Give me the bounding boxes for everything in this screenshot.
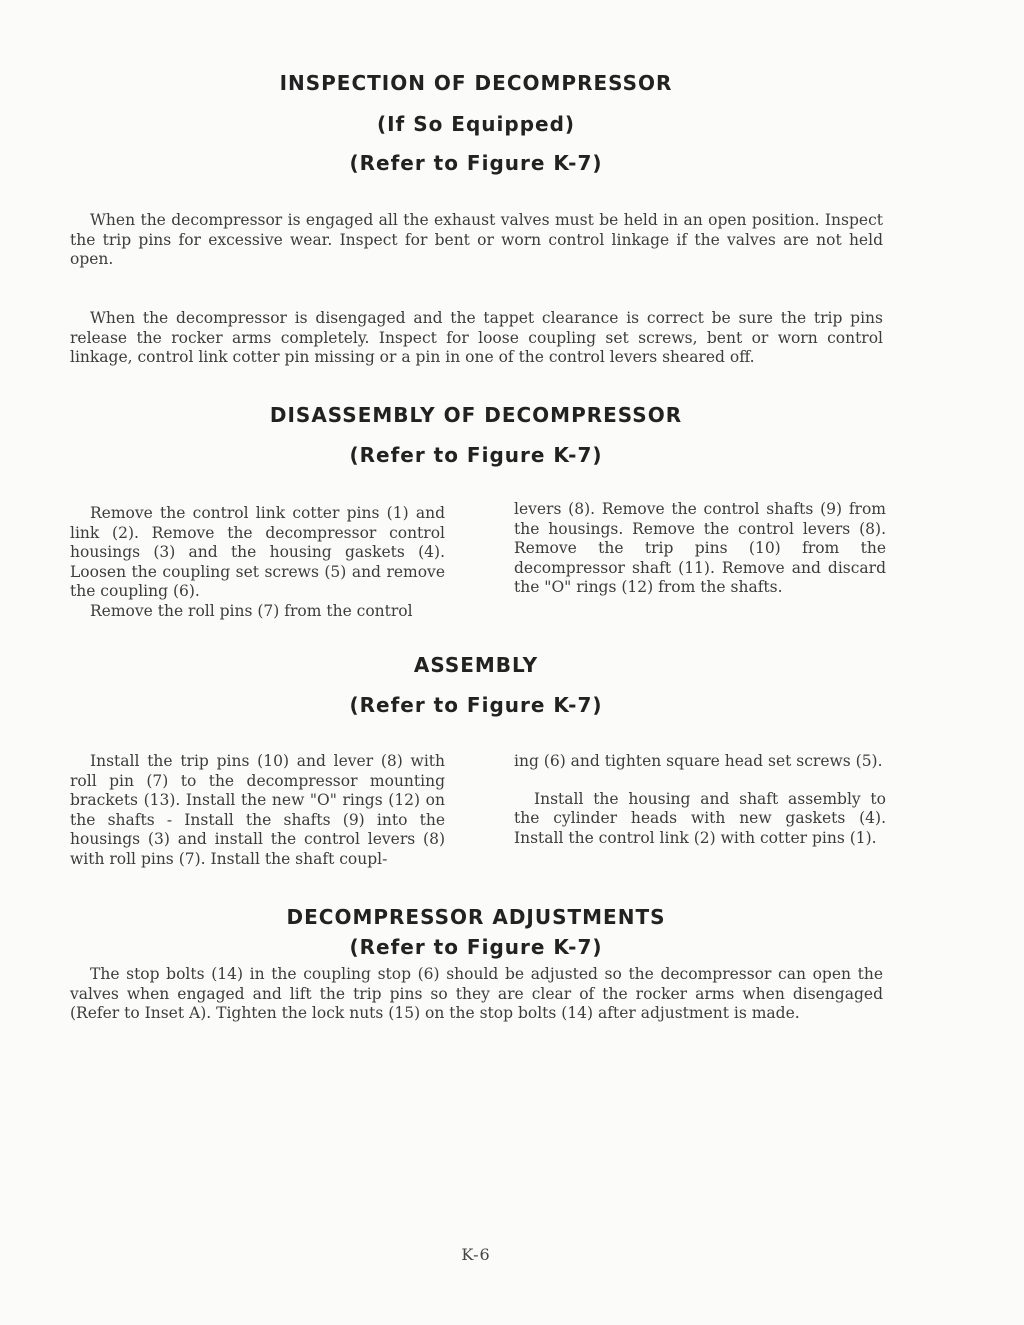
assembly-left-text-1: Install the trip pins (10) and lever (8) with roll pin (7) to the decompressor mounting brackets (13). Install the new "O" rings (12) on the shafts - Install the shafts (9) into the housings (3) and install the control levers (8) with roll pins (7). Install the shaft coupl-	[70, 752, 445, 868]
inspection-text-2: When the decompressor is disengaged and the tappet clearance is correct be sure the trip pins release the rocker arms completely. Inspect for loose coupling set screws, bent or worn control linkage, control link cotter pin missing or a pin in one of the control levers sheared off.	[70, 309, 883, 366]
disassembly-right-column	[514, 500, 886, 598]
adjustments-text-1: The stop bolts (14) in the coupling stop (6) should be adjusted so the decompressor can open the valves when engaged and lift the trip pins so they are clear of the rocker arms when disengaged (Refer to Inset A). Tighten the lock nuts (15) on the stop bolts (14) after adjustment is made.	[70, 965, 883, 1022]
inspection-paragraph-2	[70, 309, 883, 368]
disassembly-left-column	[70, 504, 445, 621]
disassembly-title: DISASSEMBLY OF DECOMPRESSOR	[269, 403, 683, 427]
adjustments-figure-ref: (Refer to Figure K-7)	[349, 935, 603, 959]
page-number: K-6	[461, 1245, 491, 1264]
inspection-paragraph-1	[70, 211, 883, 270]
inspection-figure-ref: (Refer to Figure K-7)	[349, 151, 603, 175]
disassembly-figure-ref: (Refer to Figure K-7)	[349, 443, 603, 467]
adjustments-paragraph	[70, 965, 883, 1024]
assembly-figure-ref: (Refer to Figure K-7)	[349, 693, 603, 717]
disassembly-left-text-2: Remove the roll pins (7) from the control	[90, 601, 413, 620]
assembly-right-column	[514, 752, 886, 848]
assembly-right-text-2: Install the housing and shaft assembly to the cylinder heads with new gaskets (4). Install the control link (2) with cotter pins (1).	[514, 789, 886, 847]
adjustments-title: DECOMPRESSOR ADJUSTMENTS	[286, 905, 666, 929]
inspection-title: INSPECTION OF DECOMPRESSOR	[279, 71, 673, 95]
inspection-text-1: When the decompressor is engaged all the exhaust valves must be held in an open position. Inspect the trip pins for excessive wear. Inspect for bent or worn control linkage if the valves are not held open.	[70, 211, 883, 268]
assembly-left-column	[70, 752, 445, 869]
disassembly-left-text-1: Remove the control link cotter pins (1) and link (2). Remove the decompressor control housings (3) and the housing gaskets (4). Loosen the coupling set screws (5) and remove the coupling (6).	[70, 504, 445, 600]
disassembly-right-text-1: levers (8). Remove the control shafts (9) from the housings. Remove the control levers (8). Remove the trip pins (10) from the decompressor shaft (11). Remove and discard the "O" rings (12) from the shafts.	[514, 500, 886, 596]
inspection-subtitle: (If So Equipped)	[376, 112, 576, 136]
assembly-title: ASSEMBLY	[413, 653, 539, 677]
assembly-right-text-1: ing (6) and tighten square head set screws (5).	[514, 752, 883, 770]
